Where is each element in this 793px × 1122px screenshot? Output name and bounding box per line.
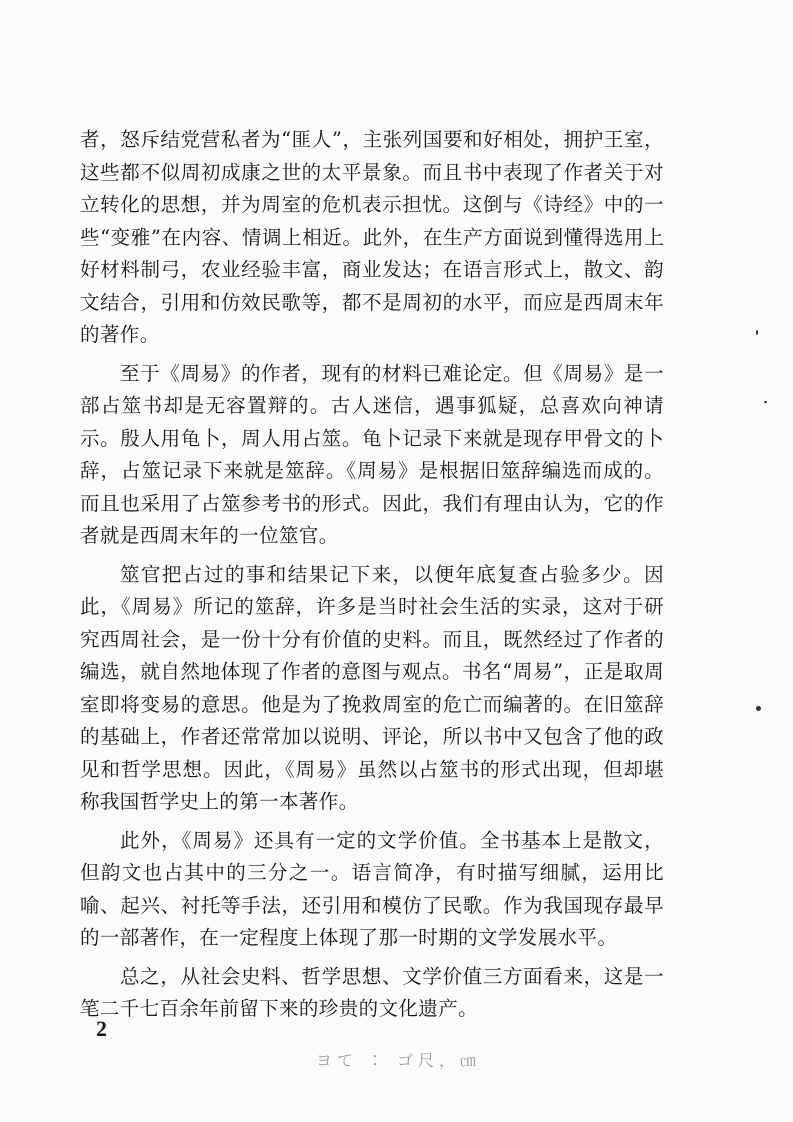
paragraph-2: 至于《周易》的作者，现有的材料已难论定。但《周易》是一部占筮书却是无容置辩的。古人迷信，遇事狐疑，总喜欢向神请示。殷人用龟卜，周人用占筮。龟卜记录下来就是现存甲骨文的卜辞，占筮记录下来就是筮辞。《周易》是根据旧筮辞编选而成的。而且也采用了占筮参考书的形式。因此，我们有理由认为，它的作者就是西周末年的一位筮官。 [80, 361, 664, 547]
scan-speck [756, 706, 761, 711]
body-text [80, 124, 664, 1032]
scan-speck [764, 401, 767, 403]
scan-speck [756, 330, 758, 335]
footer-mark: ヨて ∶ ゴ尺，㎝ [316, 1053, 482, 1070]
page-number: 2 [96, 1016, 107, 1041]
paragraph-4: 此外，《周易》还具有一定的文学价值。全书基本上是散文，但韵文也占其中的三分之一。语言简净，有时描写细腻，运用比喻、起兴、衬托等手法，还引用和模仿了民歌。作为我国现存最早的一部著作，在一定程度上体现了那一时期的文学发展水平。 [80, 828, 664, 949]
paragraph-5: 总之，从社会史料、哲学思想、文学价值三方面看来，这是一笔二千七百余年前留下来的珍贵的文化遗产。 [80, 964, 664, 1020]
paragraph-1: 者，怒斥结党营私者为“匪人”，主张列国要和好相处，拥护王室，这些都不似周初成康之世的太平景象。而且书中表现了作者关于对立转化的思想，并为周室的危机表示担忧。这倒与《诗经》中的一些“变雅”在内容、情调上相近。此外，在生产方面说到懂得选用上好材料制弓，农业经验丰富，商业发达；在语言形式上，散文、韵文结合，引用和仿效民歌等，都不是周初的水平，而应是西周末年的著作。 [80, 128, 664, 346]
paragraph-3: 筮官把占过的事和结果记下来，以便年底复查占验多少。因此，《周易》所记的筮辞，许多是当时社会生活的实录，这对于研究西周社会，是一份十分有价值的史料。而且，既然经过了作者的编选，就自然地体现了作者的意图与观点。书名“周易”，正是取周室即将变易的意思。他是为了挽救周室的危亡而编著的。在旧筮辞的基础上，作者还常常加以说明、评论，所以书中又包含了他的政见和哲学思想。因此，《周易》虽然以占筮书的形式出现，但却堪称我国哲学史上的第一本著作。 [80, 562, 664, 813]
